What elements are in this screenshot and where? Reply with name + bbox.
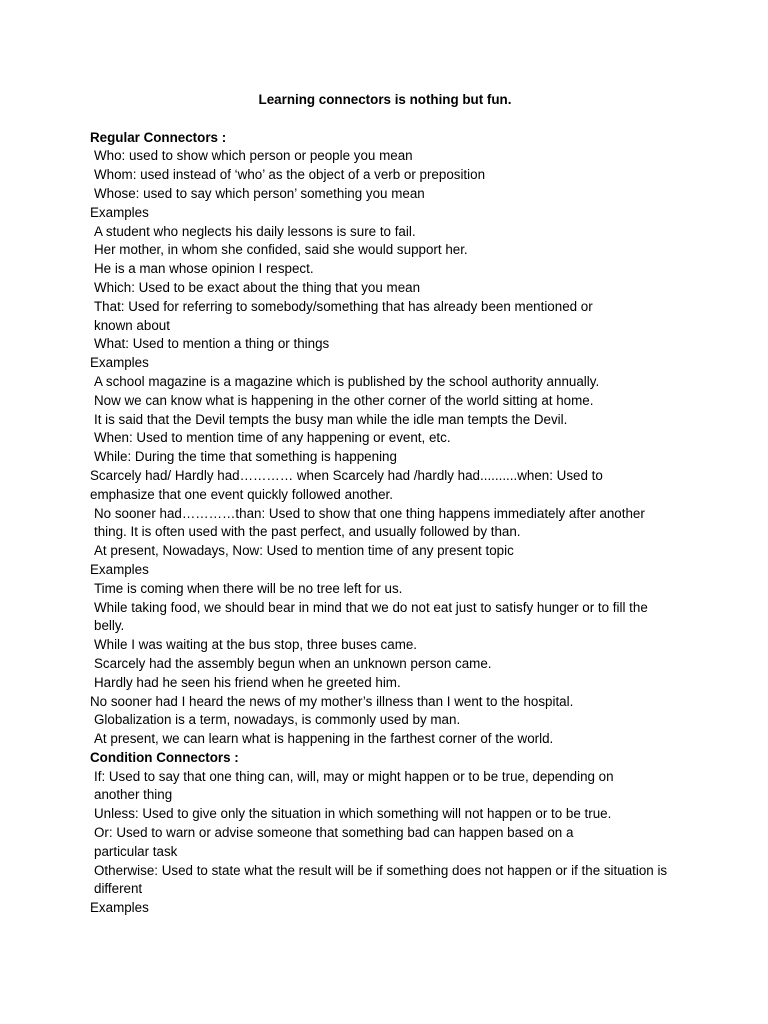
example-sentence: Time is coming when there will be no tree left for us. bbox=[94, 580, 403, 596]
example-sentence: It is said that the Devil tempts the busy man while the idle man tempts the Devil. bbox=[94, 411, 568, 427]
connector-whom: Whom: used instead of ‘who’ as the object of a verb or preposition bbox=[94, 167, 486, 183]
connector-who: Who: used to show which person or people you mean bbox=[94, 148, 413, 164]
document-page bbox=[90, 91, 680, 918]
connector-that: That: Used for referring to somebody/something that has already been mentioned or known about bbox=[94, 298, 593, 333]
example-sentence: At present, we can learn what is happening in the farthest corner of the world. bbox=[94, 731, 554, 747]
example-sentence: He is a man whose opinion I respect. bbox=[94, 261, 314, 277]
examples-label: Examples bbox=[90, 204, 149, 220]
regular-connectors-heading: Regular Connectors : bbox=[90, 129, 227, 145]
connector-unless: Unless: Used to give only the situation in which something will not happen or to be true. bbox=[94, 806, 612, 822]
examples-label: Examples bbox=[90, 900, 149, 916]
condition-connectors-heading: Condition Connectors : bbox=[90, 749, 239, 765]
example-sentence: A student who neglects his daily lessons is sure to fail. bbox=[94, 223, 416, 239]
connector-at-present: At present, Nowadays, Now: Used to mention time of any present topic bbox=[94, 543, 514, 559]
connector-or: Or: Used to warn or advise someone that something bad can happen based on a particular task bbox=[94, 825, 574, 859]
connector-when: When: Used to mention time of any happening or event, etc. bbox=[94, 430, 451, 446]
example-sentence: A school magazine is a magazine which is published by the school authority annually. bbox=[94, 373, 600, 389]
examples-label: Examples bbox=[90, 355, 149, 371]
connector-no-sooner: No sooner had…………than: Used to show that one thing happens immediately after another thing. It is often used with the past perfect, and usually followed by than. bbox=[94, 505, 645, 540]
connector-what: What: Used to mention a thing or things bbox=[94, 336, 330, 352]
connector-whose: Whose: used to say which person’ something you mean bbox=[94, 185, 425, 201]
example-sentence: Scarcely had the assembly begun when an unknown person came. bbox=[94, 655, 492, 671]
connector-if: If: Used to say that one thing can, will, may or might happen or to be true, depending on another thing bbox=[94, 768, 614, 803]
connector-which: Which: Used to be exact about the thing that you mean bbox=[94, 279, 421, 295]
example-sentence: Hardly had he seen his friend when he greeted him. bbox=[94, 674, 401, 690]
example-sentence: Her mother, in whom she confided, said she would support her. bbox=[94, 242, 468, 258]
connector-scarcely-hardly: Scarcely had/ Hardly had………… when Scarcely had /hardly had..........when: Used to emphasize that one event quickly followed another. bbox=[90, 467, 603, 502]
example-sentence: Now we can know what is happening in the other corner of the world sitting at home. bbox=[94, 392, 594, 408]
example-sentence: While I was waiting at the bus stop, three buses came. bbox=[94, 637, 418, 653]
connector-otherwise: Otherwise: Used to state what the result will be if something does not happen or if the situation is different bbox=[94, 862, 668, 897]
examples-label: Examples bbox=[90, 561, 149, 577]
document-title: Learning connectors is nothing but fun. bbox=[258, 92, 512, 107]
example-sentence: Globalization is a term, nowadays, is commonly used by man. bbox=[94, 712, 461, 728]
connector-while: While: During the time that something is happening bbox=[94, 449, 397, 465]
example-sentence: No sooner had I heard the news of my mother’s illness than I went to the hospital. bbox=[90, 693, 574, 709]
example-sentence: While taking food, we should bear in mind that we do not eat just to satisfy hunger or to fill the belly. bbox=[94, 599, 648, 634]
